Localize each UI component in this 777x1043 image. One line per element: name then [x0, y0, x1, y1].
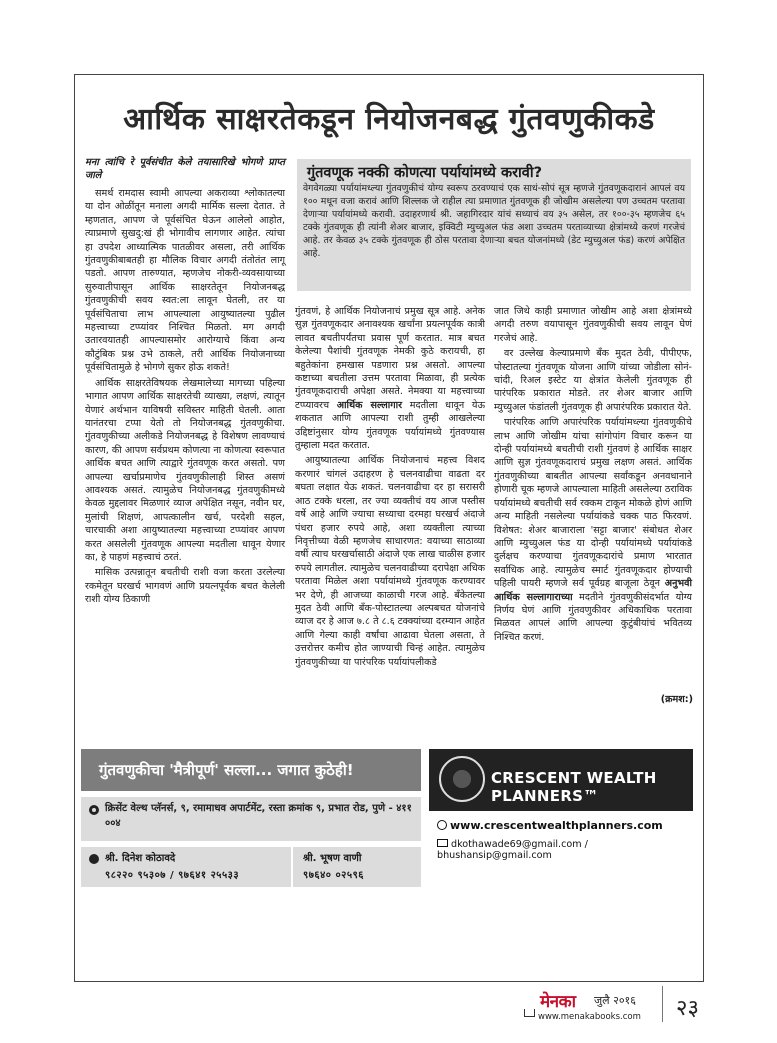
website-link[interactable]: www.crescentwealthplanners.com [450, 819, 663, 832]
brand-logo-box [429, 749, 693, 811]
paragraph: आयुष्यातल्या आर्थिक नियोजनाचं महत्त्व विशद करणारं चांगलं उदाहरण हे चलनवाढीचा वाढता दर बघता लक्षात येऊ शकतं. चलनवाढीचा दर हा सरासरी आठ टक्के धरला, तर ज्या व्यक्तीचं वय आज पस्तीस वर्षे आहे आणि ज्याचा सध्याचा दरमहा घरखर्च अंदाजे पंधरा हजार रुपये आहे, अशा व्यक्तीला त्याच्या निवृत्तीच्या वेळी म्हणजेच साधारणत: वयाच्या साठाव्या वर्षी त्याच घरखर्चासाठी अंदाजे एक लाख चाळीस हजार रुपये लागतील. त्यामुळेच चलनवाढीच्या दरापेक्षा अधिक परतावा मिळेल अशा पर्यायांमध्ये गुंतवणूक करण्यावर भर देणे, ही आजच्या काळाची गरज आहे. बँकेतल्या मुदत ठेवी आणि बँक-पोस्टातल्या अल्पबचत योजनांचे व्याज दर हे आज ७.८ ते ८.६ टक्क्यांच्या दरम्यान आहेत आणि गेल्या काही वर्षांचा आढावा घेतला असता, ते उत्तरोत्तर कमीच होत जाण्याची चिन्हं आहेत. त्यामुळेच गुंतवणुकीच्या या पारंपरिक पर्यायांपलीकडे [295, 455, 485, 668]
contact-phone-2: ९७६४० ०२५९६ [303, 870, 364, 881]
epigraph: मना त्वांचि रे पूर्वसंचीत केले तयासारिखे भोगणे प्राप्त जाले [85, 157, 285, 181]
globe-icon [437, 820, 447, 830]
phone-icon [89, 854, 99, 864]
contact-name-1: श्री. दिनेश कोठावदे [105, 853, 176, 864]
question-box-title: गुंतवणूक नक्की कोणत्या पर्यायांमध्ये करावी? [307, 165, 543, 181]
brand-name: CRESCENT WEALTH PLANNERS™ [491, 769, 657, 805]
crescent-logo-icon [439, 756, 485, 802]
address-box [81, 797, 421, 841]
article-title: आर्थिक साक्षरतेकडून नियोजनबद्ध गुंतवणुकीकडे [123, 102, 655, 137]
page-number: २३ [676, 996, 699, 1021]
paragraph [295, 305, 485, 452]
contact-name-2: श्री. भूषण वाणी [303, 853, 362, 864]
paragraph: मासिक उत्पन्नातून बचतीची राशी वजा करता उरलेल्या रकमेतून घरखर्च भागवणं आणि प्रयत्नपूर्वक बचत केलेली राशी योग्य ठिकाणी [85, 567, 285, 606]
question-box [297, 159, 691, 291]
paragraph: आर्थिक साक्षरतेविषयक लेखमालेच्या मागच्या पहिल्या भागात आपण आर्थिक साक्षरतेची व्याख्या, लक्षणं, त्यातून येणारं अर्थभान याविषयी सविस्तर माहिती घेतली. आता यानंतरचा टप्पा येतो तो नियोजनबद्ध गुंतवणुकीचा. गुंतवणुकीच्या अलीकडे नियोजनबद्ध हे विशेषण लावण्याचं कारण, की आपण सर्वप्रथम कोणत्या ना कोणत्या स्वरूपात आर्थिक बचत आणि त्याद्वारे गुंतवणूक करत असतो. पण आपल्या खर्चाप्रमाणेच गुंतवणुकीलाही शिस्त असणं आवश्यक असतं. त्यामुळेच नियोजनबद्ध गुंतवणुकीमध्ये केवळ मुद्दलावर मिळणारं व्याज अपेक्षित नसून, नवीन घर, मुलांची शिक्षणं, आपत्कालीन खर्च, परदेशी सहल, चारचाकी अशा आयुष्यातल्या महत्त्वाच्या टप्प्यांवर आपण करत असलेली गुंतवणूक आपल्या मदतीला धावून येणार का, हे पाहणं महत्त्वाचं ठरतं. [85, 377, 285, 563]
paragraph-text: पारंपरिक आणि अपारंपरिक पर्यायांमध्ल्या गुंतवणुकीचे लाभ आणि जोखीम यांचा सांगोपांग विचार करून या दोन्ही पर्यायांमध्ये बचतीची राशी गुंतवणं हे आर्थिक साक्षर आणि सुज्ञ गुंतवणूकदाराचं प्रमुख लक्षण असतं. आर्थिक गुंतवणुकीच्या बाबतीत आपल्या सर्वांकडून अनवधानाने होणारी चूक म्हणजे आपल्याला माहिती असलेल्या ठराविक पर्यायांमध्ये बचतीची सर्व रक्कम टाकून मोकळे होणं आणि अन्य माहिती नसलेल्या पर्यायांकडे चक्क पाठ फिरवणं. विशेषत: शेअर बाजाराला 'सट्टा बाजार' संबोधत शेअर आणि म्युच्युअल फंड या दोन्ही पर्यायांमध्ये पर्यायांकडे दुर्लक्षच करण्याचा गुंतवणूकदारांचे प्रमाण भारतात सर्वाधिक आहे. त्यामुळेच स्मार्ट गुंतवणूकदार होण्याची पहिली पायरी म्हणजे सर्व पूर्वग्रह बाजूला ठेवून [494, 417, 692, 590]
cart-icon [524, 1009, 535, 1017]
column-3 [494, 305, 692, 646]
paragraph-text: गुंतवणं, हे आर्थिक नियोजनाचं प्रमुख सूत्र आहे. अनेक सुज्ञ गुंतवणूकदार अनावश्यक खर्चांना प्रयत्नपूर्वक कात्री लावत बचतीपर्यंतचा प्रवास पूर्ण करतात. मात्र बचत केलेल्या पैशांची गुंतवणूक नेमकी कुठे करायची, हा बहुतेकांना हमखास पडणारा प्रश्न असतो. आपल्या कष्टाच्या बचतीला उत्तम परतावा मिळावा, ही प्रत्येक गुंतवणूकदाराची अपेक्षा असते. नेमक्या या महत्त्वाच्या टप्प्यावरच [295, 306, 485, 411]
column-1 [85, 157, 285, 609]
paragraph-text: मदतीला धावून येऊ शकतात आणि आपल्या राशी तुम्ही आखलेल्या उद्दिष्टांनुसार योग्य गुंतवणूक पर्यायांमध्ये गुंतवण्यास तुम्हाला मदत करतात. [295, 399, 485, 452]
email-row [437, 839, 703, 861]
paragraph: वर उल्लेख केल्याप्रमाणे बँक मुदत ठेवी, पीपीएफ, पोस्टातल्या गुंतवणूक योजना आणि यांच्या जोडीला सोनं-चांदी, रिअल इस्टेट या क्षेत्रांत केलेली गुंतवणूक ही पारंपरिक प्रकारात मोडते. तर शेअर बाजार आणि म्युच्युअल फंडांतली गुंतवणूक ही अपारंपरिक प्रकारात येते. [494, 348, 692, 413]
location-pin-icon [89, 805, 99, 815]
advertisement-banner: गुंतवणुकीचा 'मैत्रीपूर्ण' सल्ला... जगात कुठेही! [81, 749, 421, 791]
highlight-experienced-advisor: अनुभवी आर्थिक सल्लागाराच्या [494, 578, 692, 603]
magazine-logo: मेनका [540, 992, 576, 1012]
question-box-body: वेगवेगळ्या पर्यायांमध्ल्या गुंतवणुकीचं योग्य स्वरूप ठरवण्याचं एक साधं-सोपं सूत्र म्हणजे गुंतवणूकदारानं आपलं वय १०० मधून वजा करावं आणि शिल्लक जे राहील त्या प्रमाणात गुंतवणूक ही जोखीम असलेल्या पण उच्चतम परतावा देणाऱ्या पर्यायांमध्ये करावी. उदाहरणार्थ श्री. जहागिरदार यांचं सध्याचं वय ३५ असेल, तर १००-३५ म्हणजेच ६५ टक्के गुंतवणूक ही त्यांनी शेअर बाजार, इक्विटी म्युच्युअल फंड अशा उच्चतम परताव्याच्या क्षेत्रांमध्ये करणं गरजेचं आहे. तर केवळ ३५ टक्के गुंतवणूक ही ठोस परतावा देणाऱ्या बचत योजनांमध्ये (डेट म्युच्युअल फंड) करणं अपेक्षित आहे. [303, 183, 685, 259]
paragraph: समर्थ रामदास स्वामी आपल्या अकराव्या श्लोकातल्या या दोन ओळींतून मनाला अगदी मार्मिक सल्ला देतात. ते म्हणतात, आपण जे पूर्वसंचित घेऊन आलेलो आहोत, त्याप्रमाणे सुखदु:खं ही भोगावीच लागणार आहेत. त्यांचा हा उपदेश आध्यात्मिक पातळीवर असला, तरी आर्थिक गुंतवणुकीबाबतही हा मौलिक विचार अगदी तंतोतंत लागू पडतो. आपण तारुण्यात, म्हणजेच नोकरी-व्यवसायाच्या सुरुवातीपासून आर्थिक साक्षरतेतून नियोजनबद्ध गुंतवणुकीची सवय स्वत:ला लावून घेतली, तर या पूर्वसंचिताचा लाभ आपल्याला आयुष्यातल्या पुढील महत्त्वाच्या टप्प्यांवर निश्चित मिळतो. मग अगदी उतारवयातही आपल्यासमोर आरोग्याचे किंवा अन्य कौटुंबिक प्रश्न उभे ठाकले, तरी आर्थिक नियोजनाच्या पूर्वसंचितामुळे हे भोगणे सुकर होऊ शकते! [85, 188, 285, 374]
magazine-url[interactable]: www.menakabooks.com [538, 1012, 641, 1022]
paragraph: जात जिथे काही प्रमाणात जोखीम आहे अशा क्षेत्रांमध्ये अगदी तरुण वयापासून गुंतवणुकीची सवय लावून घेणं गरजेचं आहे. [494, 306, 692, 344]
highlight-advisor: आर्थिक सल्लागार [336, 399, 403, 411]
paragraph [494, 416, 692, 644]
mail-icon [437, 839, 448, 847]
issue-date: जुलै २०१६ [594, 994, 636, 1007]
contact-phone-1: ९८२२० ९५३०७ / ९७६४१ २५५३३ [105, 870, 240, 881]
footer-separator [662, 986, 663, 1022]
paragraph-text: मदतीने गुंतवणुकीसंदर्भात योग्य निर्णय घेणं आणि गुंतवणुकीवर अधिकाधिक परतावा मिळवत आपलं आणि आपल्या कुटुंबीयांचं भवितव्य निश्चित करणं. [494, 591, 692, 643]
column-2 [295, 305, 485, 671]
continued-marker: (क्रमश:) [660, 694, 693, 705]
contact-box [81, 847, 421, 887]
divider [291, 847, 293, 887]
article-page [74, 74, 704, 982]
website-row [437, 819, 663, 832]
advertisement-contact [81, 749, 421, 973]
email-links[interactable]: dkothawade69@gmail.com / bhushansip@gmail.com [437, 839, 588, 861]
address-text: क्रिसेंट वेल्थ प्लॅनर्स, ९, रमामाधव अपार्टमेंट, रस्ता क्रमांक ९, प्रभात रोड, पुणे - ४११ ००४ [105, 803, 412, 829]
